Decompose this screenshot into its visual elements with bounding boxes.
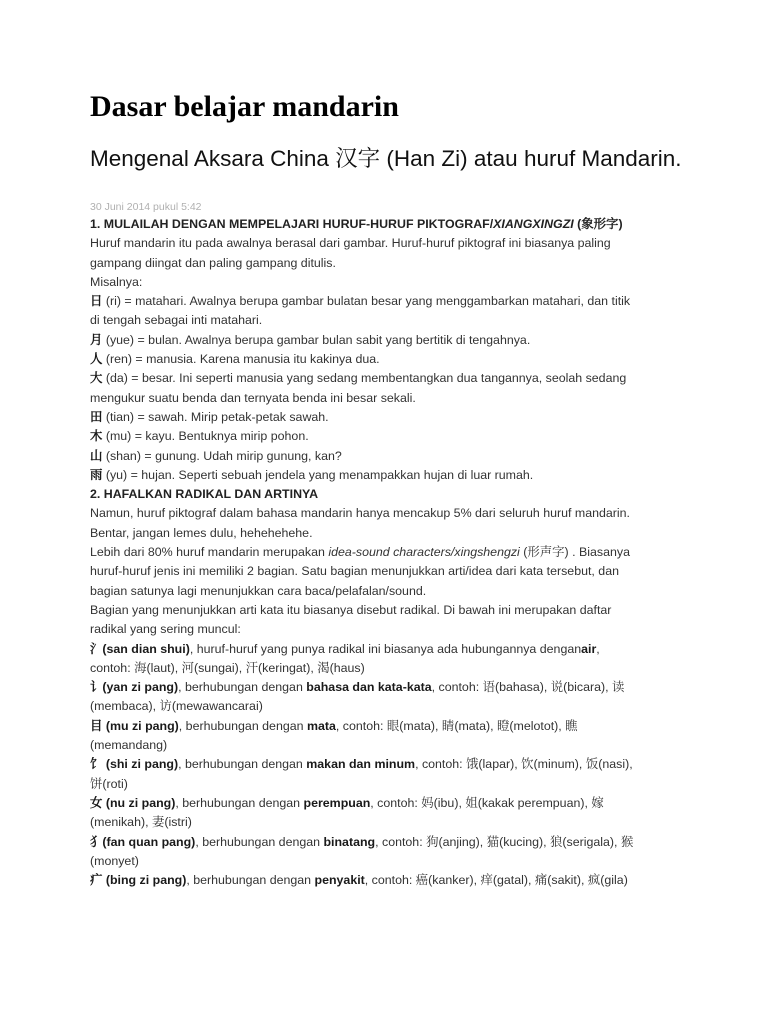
text-line — [90, 755, 690, 774]
text-run: (象形字) — [573, 217, 623, 231]
text-run: 饼(roti) — [90, 776, 128, 791]
text-run: (monyet) — [90, 853, 139, 868]
text-run: 2. HAFALKAN RADIKAL DAN ARTINYA — [90, 487, 319, 502]
text-line — [90, 582, 690, 601]
text-line — [90, 871, 690, 890]
text-run: (shan) = gunung. Udah mirip gunung, kan? — [102, 448, 342, 463]
text-run: Bagian yang menunjukkan arti kata itu biasanya disebut radikal. Di bawah ini merupakan daftar — [90, 602, 612, 617]
text-line — [90, 717, 690, 736]
text-line — [90, 678, 690, 697]
bold-text: binatang — [323, 834, 376, 849]
text-run: 1. MULAILAH DENGAN MEMPELAJARI HURUF-HURUF PIKTOGRAF/ — [90, 217, 494, 231]
bold-text: 氵(san dian shui) — [90, 641, 190, 656]
text-run: huruf-huruf jenis ini memiliki 2 bagian. Satu bagian menunjukkan arti/idea dari kata tersebut, dan — [90, 564, 619, 579]
text-line — [90, 833, 690, 852]
document-body — [90, 215, 690, 890]
text-run: Namun, huruf piktograf dalam bahasa mandarin hanya mencakup 5% dari seluruh huruf mandarin. — [90, 506, 630, 521]
text-run: (menikah), 妻(istri) — [90, 815, 192, 830]
text-run: (memandang) — [90, 738, 168, 753]
document-title: Dasar belajar mandarin — [90, 90, 399, 123]
text-run: (tian) = sawah. Mirip petak-petak sawah. — [102, 409, 329, 424]
bold-text: 月 — [90, 332, 103, 347]
text-run: (yu) = hujan. Seperti sebuah jendela yang menampakkan hujan di luar rumah. — [102, 467, 534, 482]
text-run: (mu) = kayu. Bentuknya mirip pohon. — [102, 429, 309, 444]
text-run: contoh: 海(laut), 河(sungai), 汗(keringat), 渴(haus) — [90, 660, 365, 675]
text-run: , berhubungan dengan — [186, 873, 315, 888]
text-line — [90, 601, 690, 620]
bold-text: 木 — [90, 429, 103, 444]
text-run: , contoh: 眼(mata), 睛(mata), 瞪(melotot), 瞧 — [335, 718, 578, 733]
text-line — [90, 697, 690, 716]
text-run: , contoh: 癌(kanker), 痒(gatal), 痛(sakit), 疯(gila) — [364, 873, 628, 888]
text-run: bagian satunya lagi menunjukkan cara baca/pelafalan/sound. — [90, 583, 427, 598]
text-line — [90, 331, 690, 350]
bold-text: 人 — [90, 352, 103, 367]
text-line — [90, 736, 690, 755]
text-line — [90, 311, 690, 330]
text-run: radikal yang sering muncul: — [90, 622, 241, 637]
text-run: , berhubungan dengan — [178, 680, 307, 695]
text-line — [90, 813, 690, 832]
text-line — [90, 620, 690, 639]
text-line — [90, 234, 690, 253]
text-run: , — [596, 641, 600, 656]
text-line — [90, 292, 690, 311]
bold-text: 女 (nu zi pang) — [90, 795, 176, 810]
text-line — [90, 254, 690, 273]
text-line — [90, 852, 690, 871]
bold-text: 山 — [90, 448, 103, 463]
italic-text: XIANGXINGZI — [493, 217, 574, 231]
text-line — [90, 504, 690, 523]
bold-text: bahasa dan kata-kata — [306, 680, 432, 695]
text-run: Huruf mandarin itu pada awalnya berasal dari gambar. Huruf-huruf piktograf ini biasanya paling — [90, 236, 611, 251]
text-run: (membaca), 访(mewawancarai) — [90, 699, 263, 714]
text-line — [90, 543, 690, 562]
text-line — [90, 562, 690, 581]
text-run: Lebih dari 80% huruf mandarin merupakan — [90, 545, 329, 560]
text-run: , berhubungan dengan — [178, 757, 307, 772]
section-heading — [90, 485, 690, 504]
text-run: , contoh: 饿(lapar), 饮(minum), 饭(nasi), — [415, 757, 633, 772]
text-run: Bentar, jangan lemes dulu, hehehehehe. — [90, 525, 313, 540]
text-line — [90, 466, 690, 485]
text-line — [90, 389, 690, 408]
text-run: (da) = besar. Ini seperti manusia yang sedang membentangkan dua tangannya, seolah sedang — [102, 371, 627, 386]
bold-text: 日 — [90, 294, 103, 309]
text-run: , berhubungan dengan — [178, 718, 307, 733]
text-run: mengukur suatu benda dan ternyata benda ini besar sekali. — [90, 390, 416, 405]
bold-text: mata — [306, 718, 336, 733]
bold-text: perempuan — [303, 795, 371, 810]
text-line — [90, 775, 690, 794]
text-line — [90, 427, 690, 446]
bold-text: 疒 (bing zi pang) — [90, 873, 187, 888]
text-run: di tengah sebagai inti matahari. — [90, 313, 263, 328]
text-run: , berhubungan dengan — [175, 795, 304, 810]
text-run: , contoh: 狗(anjing), 猫(kucing), 狼(serigala), 猴 — [375, 834, 634, 849]
bold-text: 犭(fan quan pang) — [90, 834, 196, 849]
text-line — [90, 447, 690, 466]
text-run: (形声字) . Biasanya — [519, 545, 630, 560]
bold-text: air — [581, 641, 597, 656]
text-line — [90, 273, 690, 292]
text-run: , berhubungan dengan — [195, 834, 324, 849]
text-line — [90, 369, 690, 388]
text-line — [90, 659, 690, 678]
text-run: (ren) = manusia. Karena manusia itu kakinya dua. — [102, 352, 380, 367]
bold-text: makan dan minum — [306, 757, 416, 772]
bold-text: 讠(yan zi pang) — [90, 680, 179, 695]
bold-text: 雨 — [90, 467, 103, 482]
text-run: (ri) = matahari. Awalnya berupa gambar bulatan besar yang menggambarkan matahari, dan titik — [102, 294, 631, 309]
bold-text: 田 — [90, 409, 103, 424]
bold-text: 大 — [90, 371, 103, 386]
text-line — [90, 794, 690, 813]
text-line — [90, 350, 690, 369]
text-run: , contoh: 妈(ibu), 姐(kakak perempuan), 嫁 — [370, 795, 604, 810]
post-date: 30 Juni 2014 pukul 5:42 — [90, 201, 202, 213]
bold-text: 饣 (shi zi pang) — [90, 757, 179, 772]
text-line — [90, 524, 690, 543]
text-run: (yue) = bulan. Awalnya berupa gambar bulan sabit yang bertitik di tengahnya. — [102, 332, 531, 347]
text-run: Misalnya: — [90, 274, 143, 289]
bold-text: 目 (mu zi pang) — [90, 718, 179, 733]
text-line — [90, 408, 690, 427]
text-line — [90, 640, 690, 659]
text-run: , huruf-huruf yang punya radikal ini biasanya ada hubungannya dengan — [189, 641, 582, 656]
text-run: , contoh: 语(bahasa), 说(bicara), 读 — [431, 680, 625, 695]
text-run: gampang diingat dan paling gampang ditulis. — [90, 255, 336, 270]
section-heading — [90, 215, 690, 234]
bold-text: penyakit — [314, 873, 365, 888]
post-title: Mengenal Aksara China 汉字 (Han Zi) atau huruf Mandarin. — [90, 146, 682, 171]
italic-text: idea-sound characters/xingshengzi — [328, 545, 520, 560]
